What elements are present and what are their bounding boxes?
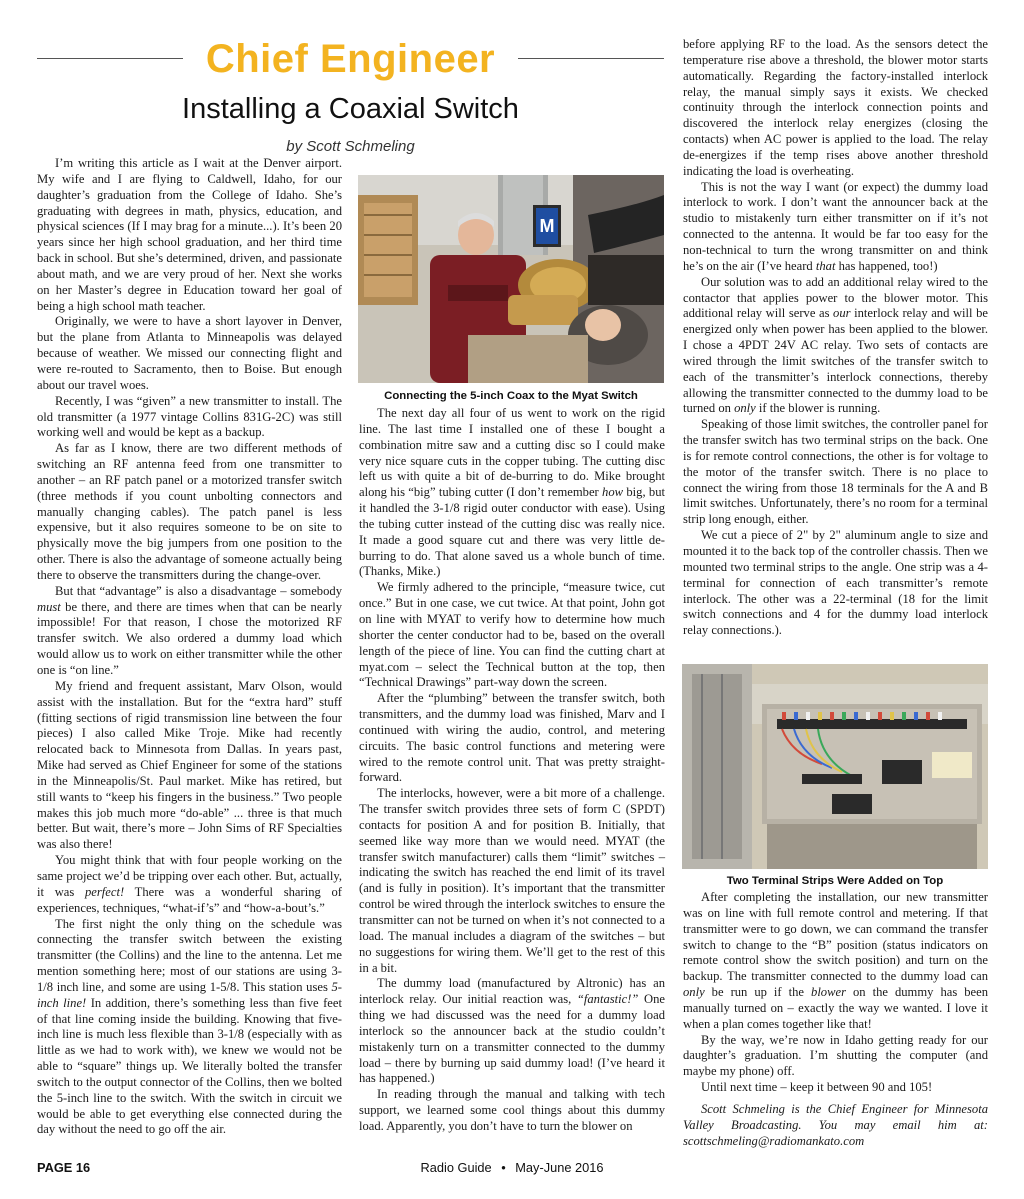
issue-date: May-June 2016 [515, 1160, 604, 1175]
paragraph: The first night the only thing on the schedule was connecting the transfer switch between the existing transmitter (the Collins) and the line to the antenna. Let me mention something here; most of our stations are using 3-1/8 inch line, and some are using 1-5/8. This station uses 5-inch line! In addition, there’s something less than five feet of that line coming inside the building. Knowing that five-inch line is much less flexible than 3-1/8 (especially with as little as we had to work with), we knew we would not be able to “square” things up. We literally bolted the transfer switch to the output connector of the Collins, then we bolted the 5-inch line to the switch. With the switch in circuit we would be able to get everything else connected during the day without the need to go off the air. [37, 916, 342, 1137]
paragraph: I’m writing this article as I wait at the Denver airport. My wife and I are flying to Caldwell, Idaho, for our daughter’s graduation from the College of Idaho. She’s graduating with degrees in math, physics, education, and physical sciences (If I may brag for a minute...). It’s been 20 years since her high school graduation, and her third time back in school. But she’s determined, driven, and passionate about math, and we are very proud of her. Next she works on her Master’s degree in Education toward her goal of being a high school math teacher. [37, 156, 342, 313]
paragraph: Speaking of those limit switches, the controller panel for the transfer switch has two terminal strips on the back. One is for remote control connections, the other is for voltage to the motor of the transfer switch. There is no place to connect the wiring from those 18 terminals for the A and B limit switches. Unfortunately, there’s no room for a terminal strip long enough, either. [683, 417, 988, 527]
masthead [37, 36, 664, 86]
paragraph: We firmly adhered to the principle, “measure twice, cut once.” But in one case, we cut twice. At that point, John got on line with MYAT to verify how to determine how much shorter the center conductor had to be, based on the overall length of the piece of line. You can find the cutting chart at myat.com – select the Technical button at the top, then “Technical Drawings” part-way down the screen. [359, 580, 665, 690]
article-column-2 [359, 406, 665, 1135]
paragraph: You might think that with four people working on the same project we’d be tripping over each other. But, actually, it was perfect! There was a wonderful sharing of experiences, techniques, “what-if’s” and “how-a-bout’s.” [37, 853, 342, 915]
photo-caption: Connecting the 5-inch Coax to the Myat Switch [384, 390, 638, 402]
paragraph: In reading through the manual and talking with tech support, we learned some cool things about this dummy load. Apparently, you don’t have to turn the blower on [359, 1087, 665, 1133]
paragraph: Until next time – keep it between 90 and 105! [701, 1080, 933, 1095]
photo-coax-myat-switch [358, 175, 664, 383]
publication-footer [0, 1160, 1024, 1175]
paragraph: But that “advantage” is also a disadvantage – somebody must be there, and there are times when that can be nearly impossible! For that reason, I chose the motorized RF transfer switch. We also ordered a dummy load which would allow us to work on either transmitter while the other one is “on line.” [37, 583, 342, 677]
article-column-3 [683, 37, 988, 639]
paragraph: After completing the installation, our new transmitter was on line with full remote control and metering. If that transmitter were to go down, we can command the transfer switch to change to the “B” position (status indicators on remote control show the switch position) and turn on the backup. The transmitter connected to the dummy load can only be run up if the blower on the dummy has been manually turned on – exactly the way we wanted. I love it when a plan comes together like that! [683, 890, 988, 1031]
paragraph: The dummy load (manufactured by Altronic) has an interlock relay. Our initial reaction was, “fantastic!” One thing we had discussed was the need for a dummy load interlock so the announcer back at the studio couldn’t mistakenly turn on a transmitter connected to the dummy load – there by burning up said dummy load! (I’ve heard it has happened.) [359, 976, 665, 1086]
masthead-rule-right [518, 58, 664, 59]
photo-coax-illustration [358, 175, 664, 383]
article-byline: by Scott Schmeling [286, 138, 415, 155]
paragraph: The interlocks, however, were a bit more of a challenge. The transfer switch provides three sets of form C (SPDT) contacts for position A and for position B. Initially, that seemed like way more than we would need. MYAT (the transfer switch manufacturer) calls them “limit” switches – indicating the switch has reached the end limit of its travel (and is fully in position). It’s important that the transmitter control be wired through the interlock switches to ensure the transmitter can not be turned on when it’s not connected to a load. The manual includes a diagram of the switches – but no suggestions for wiring them. We’ll get to the rest of this in a bit. [359, 786, 665, 975]
photo-terminal-illustration [682, 664, 988, 869]
article-headline: Installing a Coaxial Switch [182, 93, 519, 125]
article-column-1 [37, 156, 342, 1138]
photo-terminal-strips [682, 664, 988, 869]
paragraph: before applying RF to the load. As the sensors detect the temperature rise above a threshold, the blower motor starts automatically. Regarding the factory-installed interlock relay, the manual simply says it exists. We checked continuity through the interlock connection points and discovered the interlock relay energizes (closing the contacts) when AC power is applied to the load. The relay de-energizes if the temp rises above another threshold indicating the load is overheating. [683, 37, 988, 178]
paragraph: We cut a piece of 2" by 2" aluminum angle to size and mounted it to the back top of the controller chassis. Then we mounted two terminal strips to the angle. One strip was a 4-terminal for connection of each transmitter’s remote interlock. The other was a 22-terminal (18 for the limit switch connections and 4 for the dummy load interlock relay connections.). [683, 528, 988, 638]
paragraph: Recently, I was “given” a new transmitter to install. The old transmitter (a 1977 vintage Collins 831G-2C) was still working well and would be kept as a backup. [37, 393, 342, 440]
svg-text:M: M [539, 216, 555, 236]
paragraph: Our solution was to add an additional relay wired to the contactor that applies power to the blower motor. This additional relay will serve as our interlock relay and will be energized only when power has been applied to the blower. I chose a 4PDT 24V AC relay. Two sets of contacts are wired through the limit switches of the transfer switch to each of the transmitter’s interlock connections, thereby allowing the transmitter connected to the dummy load to be turned on only if the blower is running. [683, 274, 988, 416]
page-number: PAGE 16 [37, 1160, 91, 1175]
paragraph: This is not the way I want (or expect) the dummy load interlock to work. I don’t want the announcer back at the studio to mistakenly turn either transmitter on if it’s not connected to the antenna. It would be far too easy for the non-technical to turn the wrong transmitter on and think he’s on the air (I’ve heard that has happened, too!) [683, 179, 988, 273]
paragraph: My friend and frequent assistant, Marv Olson, would assist with the installation. But for the “extra hard” stuff (fitting sections of rigid transmission line between the four pieces) I also called Mike Troje. Mike had recently relocated back to Minnesota from Dallas. In years past, Mike had served as Chief Engineer for some of the stations in the Minneapolis/St. Paul market. Mike has retired, but still wants to “keep his fingers in the business.” Two people makes this job much more “do-able” ... three is that much better. But wait, there’s more – John Sims of RF Specialties was also there! [37, 678, 342, 852]
paragraph: As far as I know, there are two different methods of switching an RF antenna feed from one transmitter to another – an RF patch panel or a motorized transfer switch (three methods if you count unbolting connectors and manually changing cables). The patch panel is less expensive, but it also requires someone to be on site to physically move the big jumpers from one position to the other. There is also the advantage of someone actually being there to observe the transmitters during the change-over. [37, 441, 342, 582]
footer-separator: • [501, 1160, 506, 1175]
paragraph: The next day all four of us went to work on the rigid line. The last time I installed one of these I bought a combination mitre saw and a cutting disc so I could make very nice square cuts in the copper tubing. The cutting disc left us with quite a bit of de-burring to do. Mike brought along his “big” tubing cutter (I don’t remember how big, but it handled the 3-1/8 rigid outer conductor with ease). Using the tubing cutter instead of the cutting disc was really nice. It made a good square cut and there was very little de-burring to do. That alone saved us a whole bunch of time. (Thanks, Mike.) [359, 406, 665, 579]
photo-caption: Two Terminal Strips Were Added on Top [726, 875, 944, 887]
article-column-3-continued [683, 890, 988, 1150]
paragraph: Originally, we were to have a short layover in Denver, but the plane from Atlanta to Minneapolis was delayed because of weather. We missed our connecting flight and were re-routed to Sacramento, then to Boise. But enough about our travel woes. [37, 314, 342, 392]
publication-name: Radio Guide [420, 1160, 492, 1175]
paragraph: After the “plumbing” between the transfer switch, both transmitters, and the dummy load was finished, Marv and I continued with wiring the audio, control, and metering circuits. The basic control functions and metering were wired to the remote control unit. That was pretty straight-forward. [359, 691, 665, 785]
section-title: Chief Engineer [205, 37, 496, 81]
author-bio: Scott Schmeling is the Chief Engineer for Minnesota Valley Broadcasting. You may email him at: scottschmeling@radiomankato.com [683, 1101, 988, 1148]
paragraph: By the way, we’re now in Idaho getting ready for our daughter’s graduation. I’m shutting the computer (and maybe my phone) off. [683, 1032, 988, 1079]
